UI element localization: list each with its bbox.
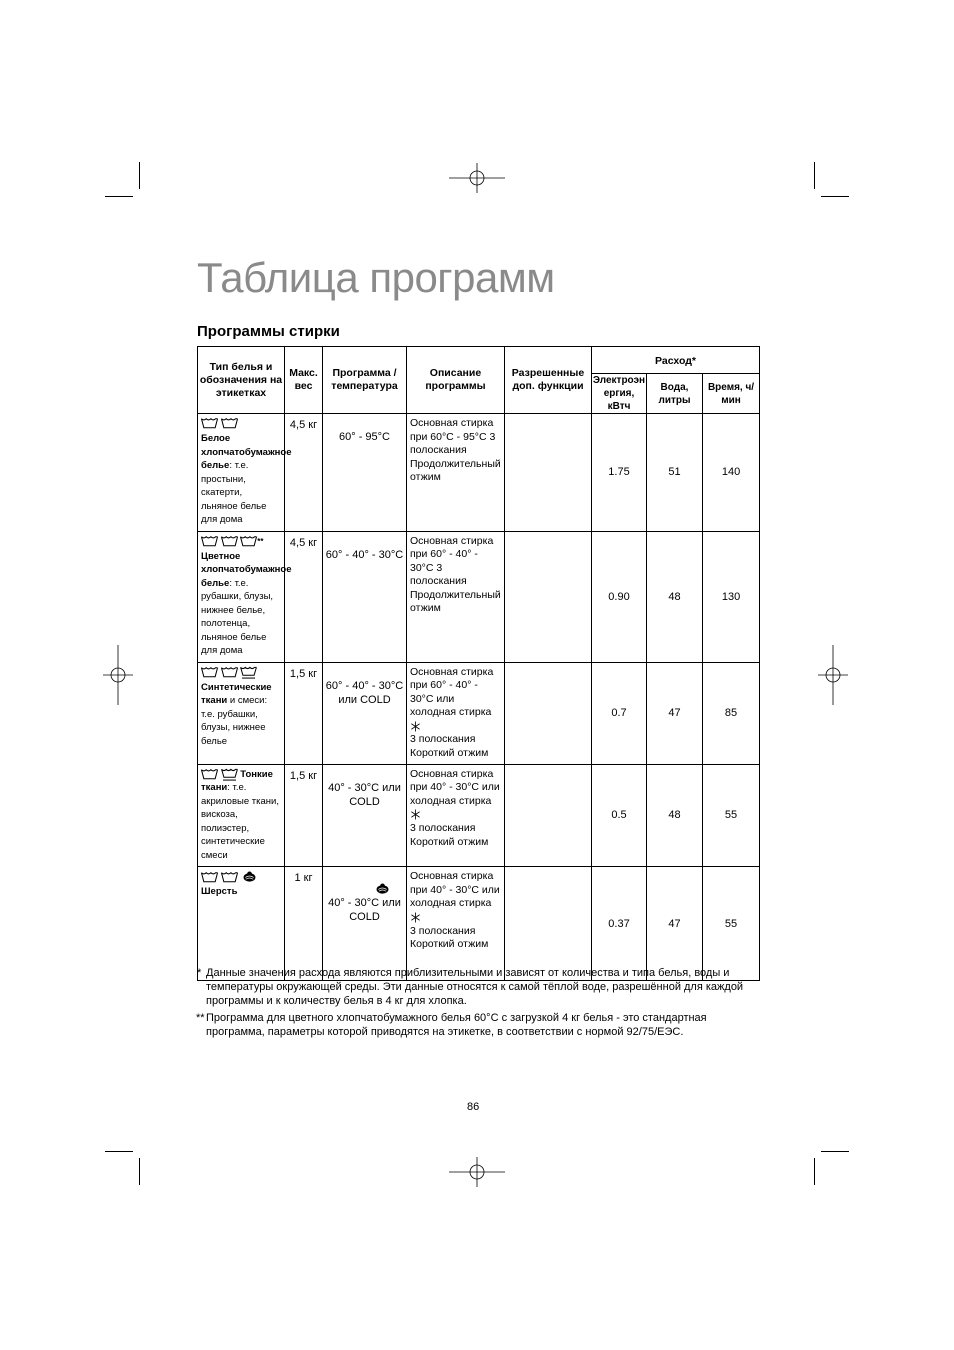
wash-tub-icon: [221, 417, 238, 429]
crop-mark: [821, 1151, 849, 1152]
crop-mark: [821, 196, 849, 197]
time-cell: 130: [703, 531, 760, 662]
footnote-mark: **: [196, 1012, 205, 1024]
description-rinse-spin: 3 полоскания Короткий отжим: [410, 822, 489, 848]
description-main: Основная стирка при 60° - 40° - 30°C или холодная стирка: [410, 665, 494, 719]
description-cell: Основная стирка при 60° - 40° - 30°C 3 полоскания Продолжительный отжим: [407, 531, 505, 662]
options-cell: [505, 764, 592, 867]
program-cell: 60° - 40° - 30°C или COLD: [323, 662, 407, 764]
description-main: Основная стирка при 40° - 30°C или холодная стирка: [410, 767, 500, 807]
page-number: 86: [467, 1101, 480, 1113]
fabric-type-name: Синтетические ткани: [201, 681, 272, 706]
care-symbols: [201, 535, 281, 549]
care-symbols: [201, 417, 281, 431]
type-cell: [198, 764, 285, 867]
registration-mark-icon: [103, 645, 133, 705]
registration-mark-icon: [449, 163, 505, 193]
header-description: Описание программы: [407, 347, 505, 414]
registration-mark-icon: [818, 645, 848, 705]
energy-cell: 1.75: [592, 414, 647, 532]
wash-tub-icon: [201, 768, 218, 780]
crop-mark: [814, 1158, 815, 1185]
cold-wash-icon: [410, 912, 421, 923]
program-cell: [323, 867, 407, 981]
page-title: Таблица программ: [197, 254, 555, 301]
table-row: [198, 662, 760, 764]
header-program: Программа / температура: [323, 347, 407, 414]
header-max-weight: Макс. вес: [285, 347, 323, 414]
time-cell: 140: [703, 414, 760, 532]
fabric-type-examples: и смеси: т.е. рубашки, блузы, нижнее белье: [201, 695, 268, 747]
header-options: Разрешенные доп. функции: [505, 347, 592, 414]
wash-tub-icon: [221, 666, 238, 678]
program-cell: 60° - 40° - 30°C: [323, 531, 407, 662]
type-cell: [198, 662, 285, 764]
description-cell: [407, 764, 505, 867]
energy-cell: 0.90: [592, 531, 647, 662]
crop-mark: [105, 196, 133, 197]
care-symbols: [201, 666, 281, 680]
care-symbols: [201, 769, 240, 780]
header-energy: Электроэн ергия, кВтч: [592, 375, 646, 412]
fabric-type-name: Цветное хлопчатобумажное белье: [201, 550, 292, 589]
table-header-row: [198, 347, 760, 374]
description-cell: Основная стирка при 60°C - 95°C 3 полоскания Продолжительный отжим: [407, 414, 505, 532]
fabric-type-examples: : т.е. простыни, скатерти, льняное белье для дома: [201, 460, 267, 525]
table-row: [198, 531, 760, 662]
table-row: [198, 867, 760, 981]
water-cell: 48: [647, 764, 703, 867]
header-type: Тип белья и обозначения на этикетках: [198, 347, 285, 414]
footnote-text: Данные значения расхода являются приблизительными и зависят от количества и типа белья, воды и температуры окружающей среды. Эти данные относятся к самой тёплой воде, разрешённой для каждой программы и к количеству белья в 4 кг для хлопка.: [206, 967, 744, 1007]
footnote-text: Программа для цветного хлопчатобумажного белья 60°C с загрузкой 4 кг белья - это стандартная программа, параметры которой приводятся на этикетке, в соответствии с нормой 92/75/ЕЭС.: [206, 1012, 707, 1038]
fabric-type-name: Белое хлопчатобумажное белье: [201, 433, 292, 471]
wash-tub-icon: [221, 871, 238, 883]
care-symbols: [201, 870, 281, 884]
energy-cell: 0.37: [592, 867, 647, 981]
water-cell: 51: [647, 414, 703, 532]
fabric-type-examples: : т.е. акриловые ткани, вискоза, полиэстер, синтетические смеси: [201, 782, 279, 861]
wash-tub-icon: [201, 535, 218, 547]
table-row: [198, 414, 760, 532]
program-table: [197, 346, 760, 981]
header-time: Время, ч/мин: [703, 374, 760, 414]
description-cell: [407, 662, 505, 764]
energy-cell: 0.5: [592, 764, 647, 867]
weight-cell: 1,5 кг: [285, 662, 323, 764]
crop-mark: [814, 162, 815, 189]
time-cell: 85: [703, 662, 760, 764]
fabric-type-name: Шерсть: [201, 886, 238, 898]
weight-cell: 4,5 кг: [285, 531, 323, 662]
wash-tub-underline-icon: [240, 666, 257, 679]
description-cell: [407, 867, 505, 981]
energy-cell: 0.7: [592, 662, 647, 764]
program-cell: 40° - 30°C или COLD: [323, 764, 407, 867]
section-title: Программы стирки: [197, 323, 340, 340]
weight-cell: 1 кг: [285, 867, 323, 981]
options-cell: [505, 867, 592, 981]
fabric-type-examples: : т.е. рубашки, блузы, нижнее белье, полотенца, льняное белье для дома: [201, 577, 274, 656]
header-water: Вода, литры: [647, 374, 703, 414]
description-rinse-spin: 3 полоскания Короткий отжим: [410, 924, 489, 951]
water-cell: 48: [647, 531, 703, 662]
type-cell: [198, 414, 292, 532]
cold-wash-icon: [410, 721, 421, 732]
options-cell: [505, 662, 592, 764]
wash-tub-icon: [201, 417, 218, 429]
crop-mark: [105, 1151, 133, 1152]
header-expense: Расход*: [592, 347, 760, 374]
weight-cell: 1,5 кг: [285, 764, 323, 867]
crop-mark: [139, 162, 140, 189]
cold-wash-icon: [410, 809, 421, 820]
type-cell: [198, 867, 285, 981]
double-asterisk-mark: **: [257, 536, 264, 546]
wash-tub-icon: [201, 666, 218, 678]
wash-tub-icon: [201, 871, 218, 883]
options-cell: [505, 531, 592, 662]
hand-wool-icon: [376, 883, 389, 894]
table-row: [198, 764, 760, 867]
wash-tub-icon: [221, 535, 238, 547]
crop-mark: [139, 1158, 140, 1185]
registration-mark-icon: [449, 1157, 505, 1187]
hand-wool-icon: [243, 871, 256, 882]
water-cell: 47: [647, 867, 703, 981]
water-cell: 47: [647, 662, 703, 764]
type-cell: [198, 531, 292, 662]
program-temp: 40° - 30°C или COLD: [328, 897, 401, 924]
time-cell: 55: [703, 867, 760, 981]
footnote-mark: *: [197, 967, 202, 979]
weight-cell: 4,5 кг: [285, 414, 323, 532]
description-rinse-spin: 3 полоскания Короткий отжим: [410, 733, 489, 760]
options-cell: [505, 414, 592, 532]
program-cell: 60° - 95°C: [323, 414, 407, 532]
wash-tub-icon: [240, 535, 257, 547]
wash-tub-underline-icon: [221, 768, 238, 781]
time-cell: 55: [703, 764, 760, 867]
footnote-2: [197, 1011, 757, 1039]
footnote-1: [197, 966, 757, 1008]
fabric-type-name: Тонкие ткани: [201, 768, 273, 794]
description-main: Основная стирка при 40° - 30°C или холодная стирка: [410, 870, 500, 910]
